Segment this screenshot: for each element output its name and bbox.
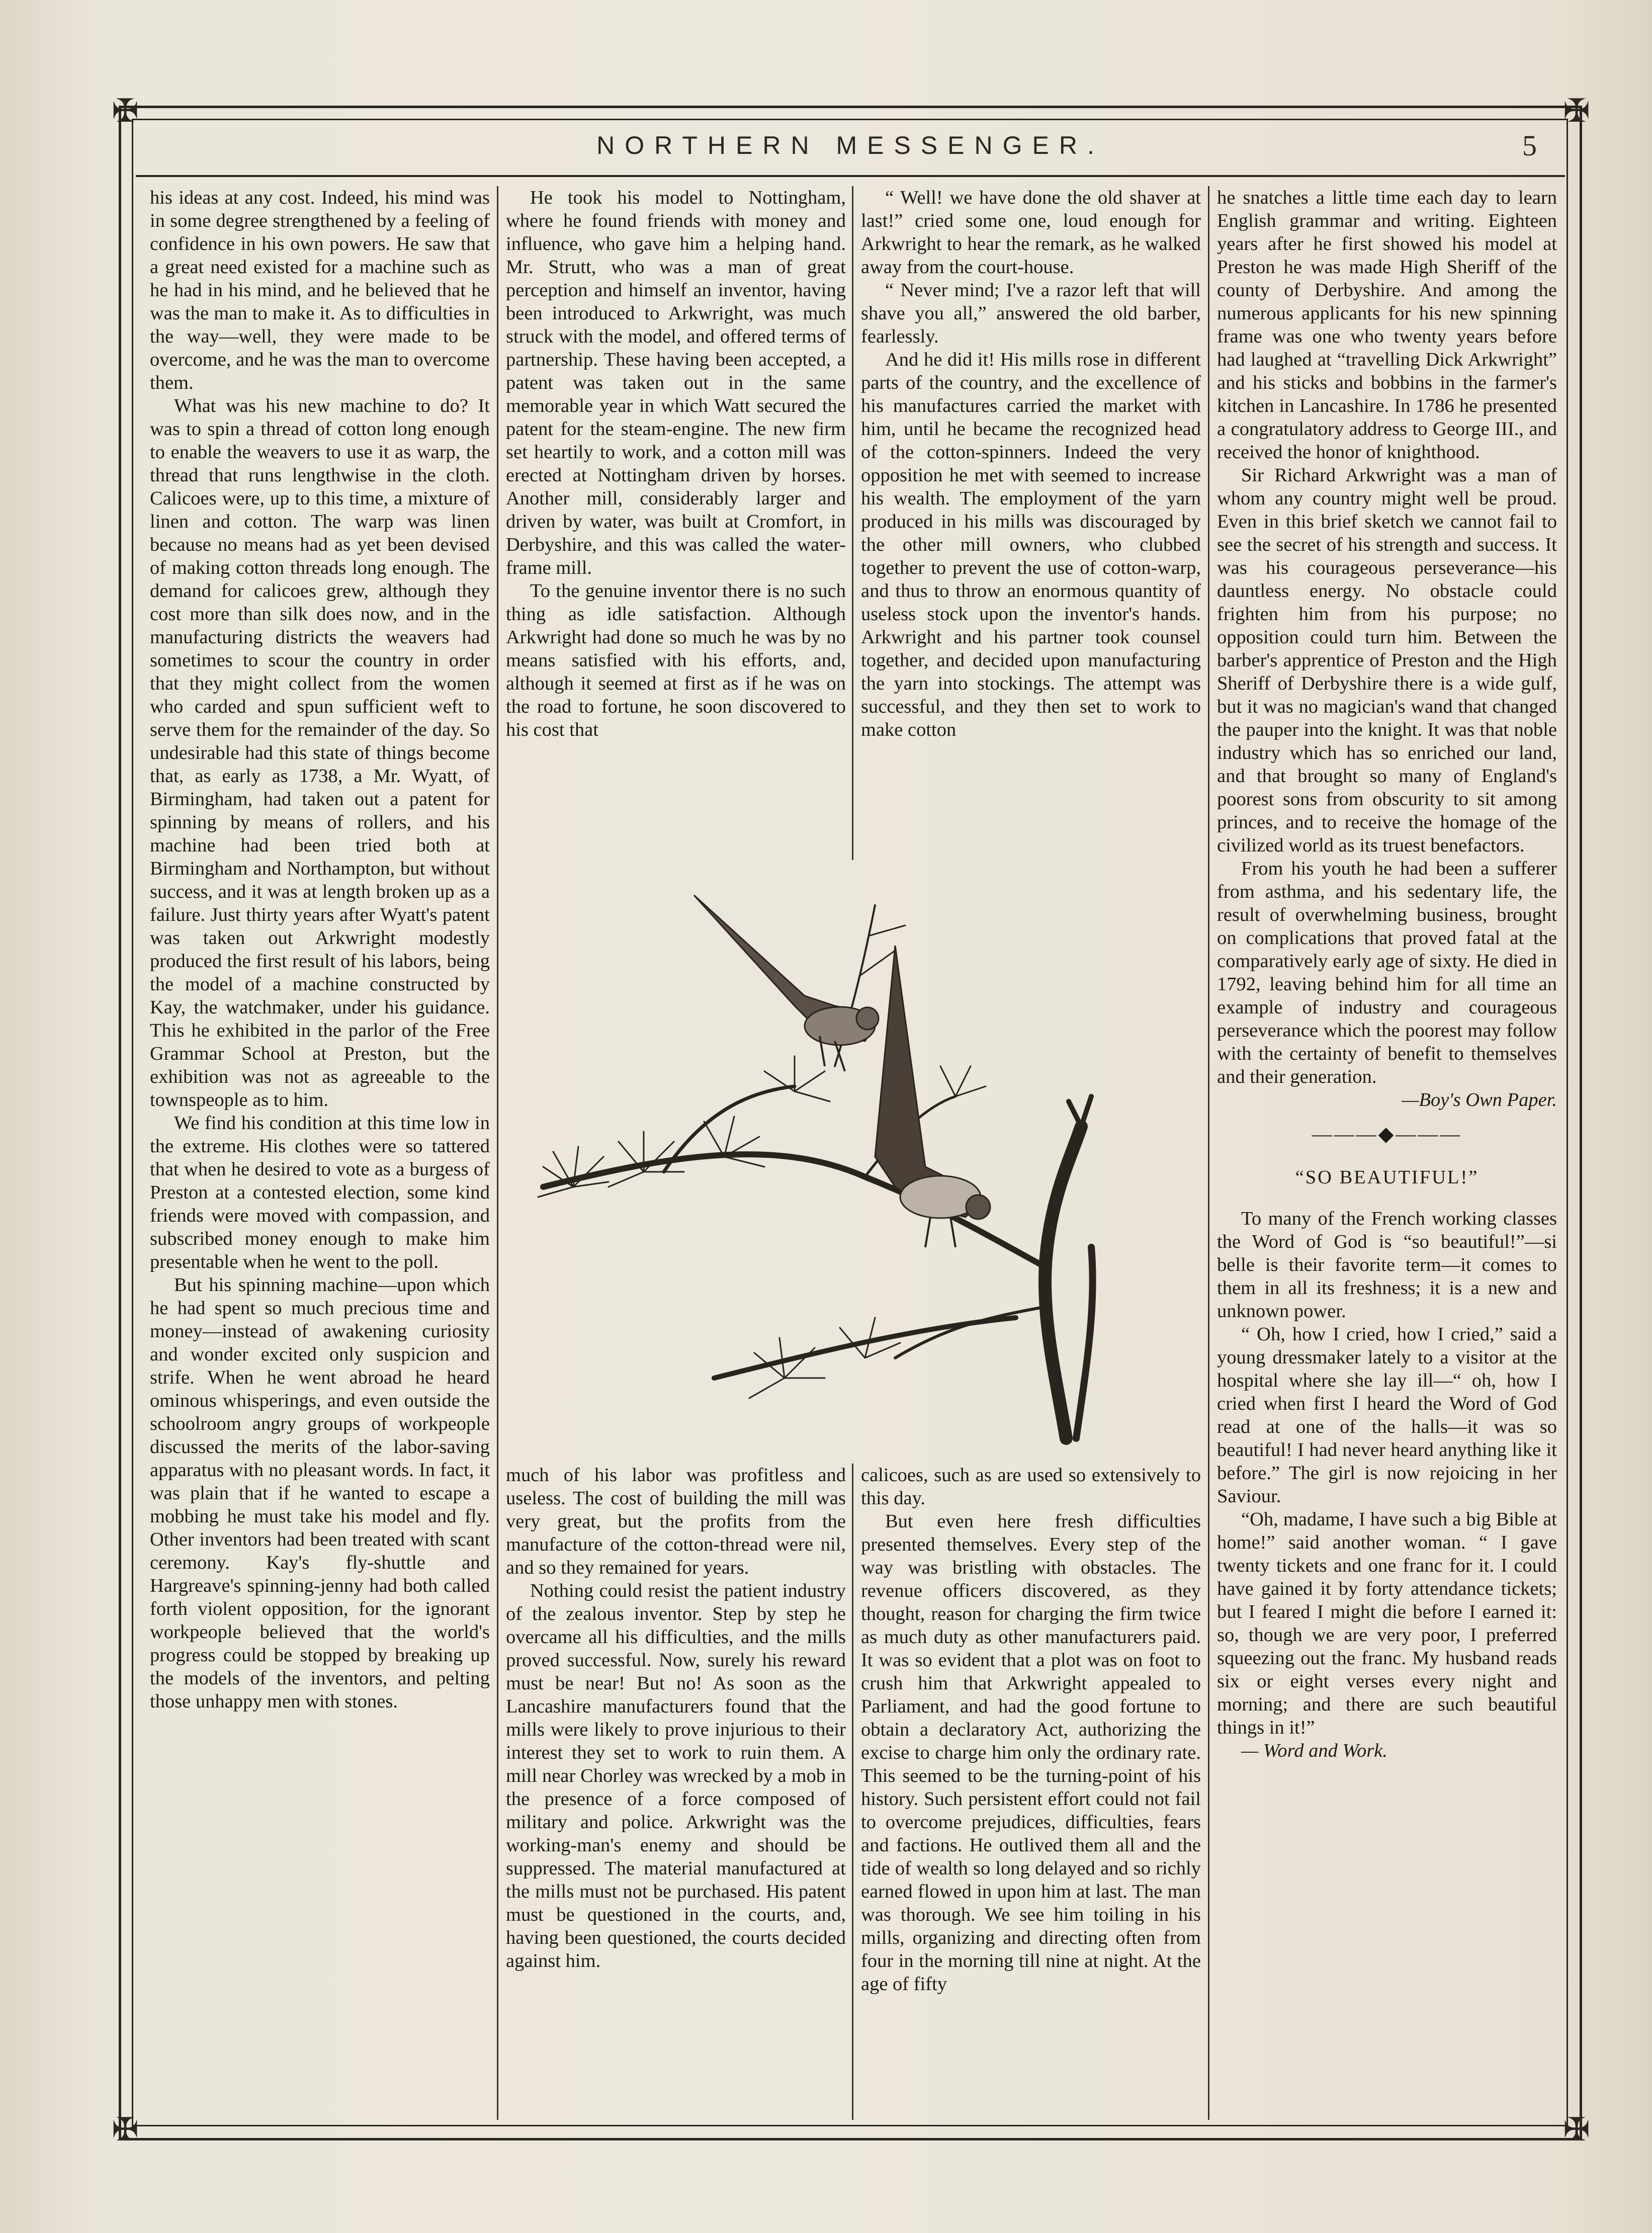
paragraph: To many of the French working classes the Word of God is “so beautiful!”—si belle is their favorite term—it comes to them in all its freshness; it is a new and unknown power.	[1217, 1208, 1557, 1322]
article-column-4	[1217, 186, 1557, 2122]
paragraph: he snatches a little time each day to learn English grammar and writing. Eighteen years after he first showed his model at Preston he was made High Sheriff of the county of Derbyshire. And among the numerous applicants for his new spinning frame was one who twenty years before had laughed at “travelling Dick Arkwright” and his sticks and bobbins in the farmer's kitchen in Lancashire. In 1786 he presented a congratulatory address to George III., and received the honor of knighthood.	[1217, 187, 1557, 463]
paragraph: much of his labor was profitless and useless. The cost of building the mill was very great, but the profits from the manufacture of the cotton-thread were nil, and so they remained for years.	[506, 1465, 846, 1578]
source-credit: — Word and Work.	[1241, 1740, 1387, 1761]
paragraph: We find his condition at this time low in the extreme. His clothes were so tattered that when he desired to vote as a burgess of Preston at a contested election, some kind friends were moved with compassion, and subscribed money enough to make him presentable when he went to the poll.	[150, 1112, 490, 1272]
source-credit: —Boy's Own Paper.	[1402, 1089, 1557, 1110]
paragraph: To the genuine inventor there is no such thing as idle satisfaction. Although Arkwright had done so much he was by no means satisfied with his efforts, and, although it seemed at first as if he was on the road to fortune, he soon discovered to his cost that	[506, 580, 846, 740]
column-rule	[497, 186, 498, 2120]
ornament-corner-icon: ✠	[112, 2111, 139, 2149]
ornament-corner-icon: ✠	[1563, 93, 1590, 130]
article-column-3-bottom	[861, 1464, 1201, 2117]
paragraph: Nothing could resist the patient industry of the zealous inventor. Step by step he overcame all his difficulties, and the mills proved successful. Now, surely his reward must be near! But no! As soon as the Lancashire manufacturers found that the mills were likely to prove injurious to their interest they set to work to ruin them. A mill near Chorley was wrecked by a mob in the presence of a force composed of military and police. Arkwright was the working-man's enemy and should be suppressed. The material manufactured at the mills must not be purchased. His patent must be questioned in the courts, and, having been questioned, the courts decided against him.	[506, 1580, 846, 1971]
ornament-corner-icon: ✠	[1563, 2111, 1590, 2149]
paragraph: And he did it! His mills rose in different parts of the country, and the excellence of his manufactures carried the market with him, until he became the recognized head of the cotton-spinners. Indeed the very opposition he met with seemed to increase his wealth. The employment of the yarn produced in his mills was discouraged by the other mill owners, who clubbed together to prevent the use of cotton-warp, and thus to throw an enormous quantity of useless stock upon the inventor's hands. Arkwright and his partner took counsel together, and decided upon manufacturing the yarn into stockings. The attempt was successful, and they then set to work to make cotton	[861, 349, 1201, 740]
masthead-bar	[136, 127, 1565, 177]
column-rule	[852, 186, 853, 860]
section-separator: ———◆———	[1312, 1123, 1462, 1145]
bird-lower	[875, 946, 990, 1247]
article-title: “SO BEAUTIFUL!”	[1295, 1167, 1479, 1188]
ornament-corner-icon: ✠	[112, 93, 139, 130]
paragraph: But his spinning machine—upon which he had spent so much precious time and money—instead of awakening curiosity and wonder excited only suspicion and strife. When he went abroad he heard ominous whisperings, and even outside the schoolroom angry groups of workpeople discussed the merits of the labor-saving apparatus with no pleasant words. In fact, it was plain that if he wanted to escape a mobbing he must take his model and fly. Other inventors had been treated with scant ceremony. Kay's fly-shuttle and Hargreave's spinning-jenny had both called forth violent opposition, for the ignorant workpeople believed that the world's progress could be stopped by breaking up the models of the inventors, and pelting those unhappy men with stones.	[150, 1274, 490, 1712]
article-column-2-bottom	[506, 1464, 846, 2117]
article-column-1	[150, 186, 490, 2122]
birds-illustration	[513, 875, 1207, 1448]
column-rule	[1208, 186, 1209, 2120]
paragraph: Sir Richard Arkwright was a man of whom any country might well be proud. Even in this brief sketch we cannot fail to see the secret of his strength and success. It was his courageous perseverance—his dauntless energy. No obstacle could frighten him from his purpose; no opposition could turn him. Between the barber's apprentice of Preston and the High Sheriff of Derbyshire there is a wide gulf, but it was no magician's wand that changed the pauper into the knight. It was that noble industry which has so enriched our land, and that brought so many of England's poorest sons from obscurity to sit among princes, and to receive the homage of the civilized world as its truest benefactors.	[1217, 465, 1557, 856]
paragraph: “Oh, madame, I have such a big Bible at home!” said another woman. “ I gave twenty tickets and one franc for it. I could have gained it by forty attendance tickets; but I feared I might die before I earned it: so, though we are very poor, I preferred squeezing out the franc. My husband reads six or eight verses every night and morning; and there are such beautiful things in it!”	[1217, 1509, 1557, 1738]
column-rule	[852, 1464, 853, 2120]
paragraph: “ Well! we have done the old shaver at last!” cried some one, loud enough for Arkwright to hear the remark, as he walked away from the court-house.	[861, 187, 1201, 278]
paragraph: calicoes, such as are used so extensively to this day.	[861, 1465, 1201, 1509]
masthead-title: NORTHERN MESSENGER.	[596, 131, 1104, 159]
bird-upper	[694, 895, 879, 1071]
paragraph: What was his new machine to do? It was to spin a thread of cotton long enough to enable the weavers to use it as warp, the thread that runs lengthwise in the cloth. Calicoes were, up to this time, a mixture of linen and cotton. The warp was linen because no means had as yet been devised of making cotton threads long enough. The demand for calicoes grew, although they cost more than silk does now, and in the manufacturing districts the weavers had sometimes to scour the country in order that they might collect from the women who carded and spun sufficient weft to serve them for the remainder of the day. So undesirable had this state of things become that, as early as 1738, a Mr. Wyatt, of Birmingham, had taken out a patent for spinning by means of rollers, and his machine had been tried both at Birmingham and Northampton, but without success, and it was at length broken up as a failure. Just thirty years after Wyatt's patent was taken out Arkwright modestly produced the first result of his labors, being the model of a machine constructed by Kay, the watchmaker, under his guidance. This he exhibited in the parlor of the Free Grammar School at Preston, but the exhibition was not as agreeable to the townspeople as to him.	[150, 395, 490, 1110]
paragraph: his ideas at any cost. Indeed, his mind was in some degree strengthened by a feeling of confidence in his own powers. He saw that a great need existed for a machine such as he had in his mind, and he believed that he was the man to make it. As to difficulties in the way—well, they were made to be overcome, and he was the man to overcome them.	[150, 187, 490, 393]
paragraph: “ Oh, how I cried, how I cried,” said a young dressmaker lately to a visitor at the hospital where she lay ill—“ oh, how I cried when first I heard the Word of God read at one of the halls—it was so beautiful! I had never heard anything like it before.” The girl is now rejoicing in her Saviour.	[1217, 1324, 1557, 1507]
page-number: 5	[1522, 129, 1537, 162]
paragraph: From his youth he had been a sufferer from asthma, and his sedentary life, the result of overwhelming business, brought on complications that proved fatal at the comparatively early age of sixty. He died in 1792, leaving behind him for all time an example of industry and courageous perseverance which the poorest may follow with the certainty of benefit to themselves and their generation.	[1217, 858, 1557, 1087]
paragraph: He took his model to Nottingham, where he found friends with money and influence, who gave him a helping hand. Mr. Strutt, who was a man of great perception and himself an inventor, having been introduced to Arkwright, was much struck with the model, and offered terms of partnership. These having been accepted, a patent was taken out in the same memorable year in which Watt secured the patent for the steam-engine. The new firm set heartily to work, and a cotton mill was erected at Nottingham driven by horses. Another mill, considerably larger and driven by water, was built at Cromfort, in Derbyshire, and this was called the water-frame mill.	[506, 187, 846, 578]
article-column-3-top	[861, 186, 1201, 860]
paragraph: “ Never mind; I've a razor left that will shave you all,” answered the old barber, fearlessly.	[861, 280, 1201, 347]
tree-trunk	[1045, 1127, 1081, 1438]
article-column-2-top	[506, 186, 846, 860]
paragraph: But even here fresh difficulties presented themselves. Every step of the way was bristling with obstacles. The revenue officers discovered, as they thought, reason for charging the firm twice as much duty as other manufacturers paid. It was so evident that a plot was on foot to crush him that Arkwright appealed to Parliament, and had the good fortune to obtain a declaratory Act, authorizing the excise to charge him only the ordinary rate. This seemed to be the turning-point of his history. Such persistent effort could not fail to overcome prejudices, difficulties, fears and factions. He outlived them all and the tide of wealth so long delayed and so richly earned flowed in upon him at last. The man was thorough. We see him toiling in his mills, organizing and directing often from four in the morning till nine at night. At the age of fifty	[861, 1511, 1201, 1995]
